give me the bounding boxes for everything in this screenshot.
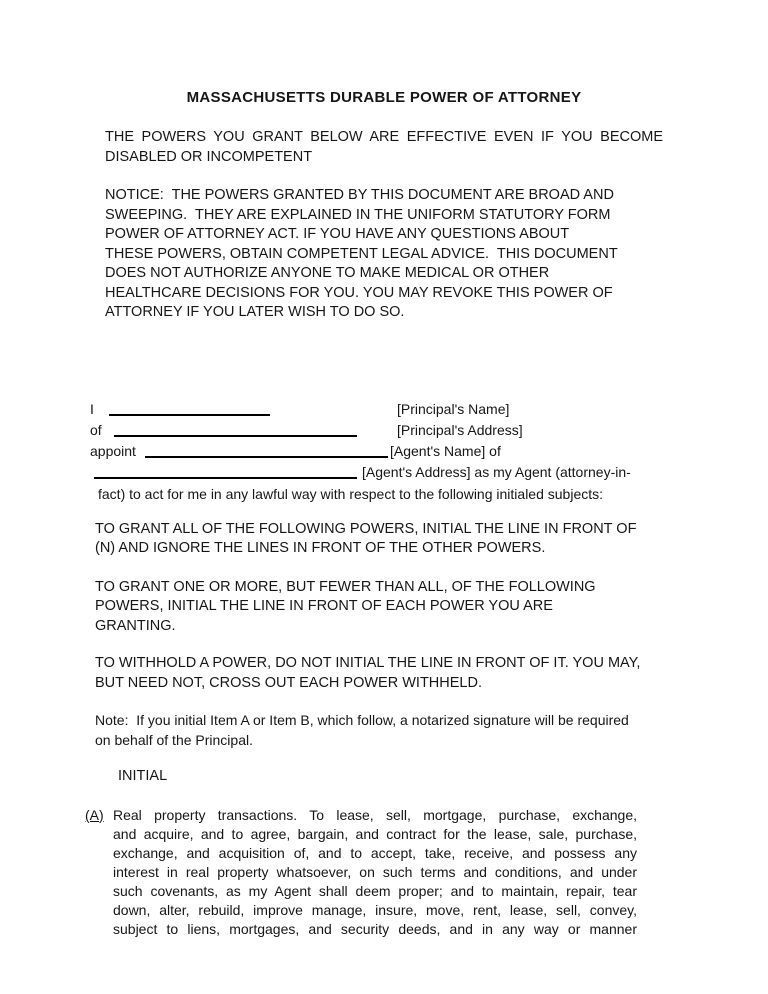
text-line: DISABLED OR INCOMPETENT bbox=[105, 148, 313, 165]
text-line: TO GRANT ALL OF THE FOLLOWING POWERS, INITIAL THE LINE IN FRONT OF bbox=[95, 520, 637, 537]
principal-name-lead bbox=[90, 399, 397, 420]
agent-name-lead bbox=[90, 441, 390, 462]
agent-address-placeholder: [Agent's Address] as my Agent (attorney-in- bbox=[362, 463, 631, 480]
principal-address-placeholder: [Principal's Address] bbox=[397, 421, 523, 438]
text-line: POWER OF ATTORNEY ACT. IF YOU HAVE ANY QUESTIONS ABOUT bbox=[105, 226, 570, 242]
text-line: Real property transactions. To lease, sell, mortgage, purchase, exchange, bbox=[113, 806, 637, 823]
text-line: such covenants, as my Agent shall deem proper; and to maintain, repair, tear bbox=[113, 882, 637, 899]
agent-name-row bbox=[90, 441, 768, 462]
power-item-a bbox=[85, 806, 637, 939]
principal-name-prefix: I bbox=[90, 400, 94, 417]
text-line: GRANTING. bbox=[95, 617, 176, 634]
text-line: exchange, and acquisition of, and to accept, take, receive, and possess any bbox=[113, 844, 637, 861]
paragraph-withhold bbox=[95, 654, 768, 693]
text-line: NOTICE: THE POWERS GRANTED BY THIS DOCUMENT ARE BROAD AND bbox=[105, 187, 614, 203]
principal-address-prefix: of bbox=[90, 421, 102, 438]
agent-address-lead bbox=[90, 462, 362, 483]
item-a-text bbox=[113, 806, 637, 939]
text-line: THE POWERS YOU GRANT BELOW ARE EFFECTIVE EVEN IF YOU BECOME bbox=[105, 129, 663, 145]
agent-name-placeholder: [Agent's Name] of bbox=[390, 442, 501, 459]
paragraph-effectiveness bbox=[105, 128, 663, 167]
text-line: SWEEPING. THEY ARE EXPLAINED IN THE UNIFORM STATUTORY FORM bbox=[105, 206, 611, 223]
paragraph-notice bbox=[105, 186, 768, 323]
principal-address-row bbox=[90, 420, 768, 441]
paragraph-note bbox=[95, 711, 768, 750]
principal-address-lead bbox=[90, 420, 397, 441]
principal-name-placeholder: [Principal's Name] bbox=[397, 400, 510, 417]
text-line: DOES NOT AUTHORIZE ANYONE TO MAKE MEDICAL OR OTHER bbox=[105, 265, 550, 281]
appointment-section bbox=[90, 399, 768, 505]
item-a-marker: (A) bbox=[85, 806, 104, 823]
initial-heading: INITIAL bbox=[118, 768, 168, 784]
principal-address-blank[interactable] bbox=[114, 424, 357, 437]
agent-name-prefix: appoint bbox=[90, 442, 136, 459]
agent-name-blank[interactable] bbox=[145, 445, 388, 458]
principal-name-row bbox=[90, 399, 768, 420]
paragraph-grant-one-or-more bbox=[95, 578, 768, 637]
text-line: TO WITHHOLD A POWER, DO NOT INITIAL THE LINE IN FRONT OF IT. YOU MAY, bbox=[95, 655, 641, 671]
text-line: Note: If you initial Item A or Item B, which follow, a notarized signature will be required bbox=[95, 712, 629, 728]
text-line: on behalf of the Principal. bbox=[95, 731, 253, 748]
text-line: down, alter, rebuild, improve manage, insure, move, rent, lease, sell, convey, bbox=[113, 901, 637, 918]
text-line: THESE POWERS, OBTAIN COMPETENT LEGAL ADVICE. THIS DOCUMENT bbox=[105, 245, 618, 262]
text-line: and acquire, and to agree, bargain, and contract for the lease, sale, purchase, bbox=[113, 825, 637, 842]
text-line: interest in real property whatsoever, on such terms and conditions, and under bbox=[113, 863, 637, 880]
agent-address-row bbox=[90, 462, 768, 483]
text-line: (N) AND IGNORE THE LINES IN FRONT OF THE OTHER POWERS. bbox=[95, 540, 546, 556]
text-line: TO GRANT ONE OR MORE, BUT FEWER THAN ALL, OF THE FOLLOWING bbox=[95, 578, 596, 595]
text-line: POWERS, INITIAL THE LINE IN FRONT OF EACH POWER YOU ARE bbox=[95, 598, 553, 614]
appointment-continuation-text: fact) to act for me in any lawful way with respect to the following initialed subjects: bbox=[98, 485, 604, 502]
text-line: BUT NEED NOT, CROSS OUT EACH POWER WITHHELD. bbox=[95, 674, 482, 691]
text-line: subject to liens, mortgages, and security deeds, and in any way or manner bbox=[113, 920, 637, 937]
text-line: ATTORNEY IF YOU LATER WISH TO DO SO. bbox=[105, 304, 405, 320]
paragraph-grant-all bbox=[95, 520, 768, 559]
principal-name-blank[interactable] bbox=[109, 403, 270, 416]
agent-address-blank[interactable] bbox=[94, 466, 357, 479]
text-line: HEALTHCARE DECISIONS FOR YOU. YOU MAY REVOKE THIS POWER OF bbox=[105, 284, 613, 301]
document-title: MASSACHUSETTS DURABLE POWER OF ATTORNEY bbox=[186, 89, 582, 106]
